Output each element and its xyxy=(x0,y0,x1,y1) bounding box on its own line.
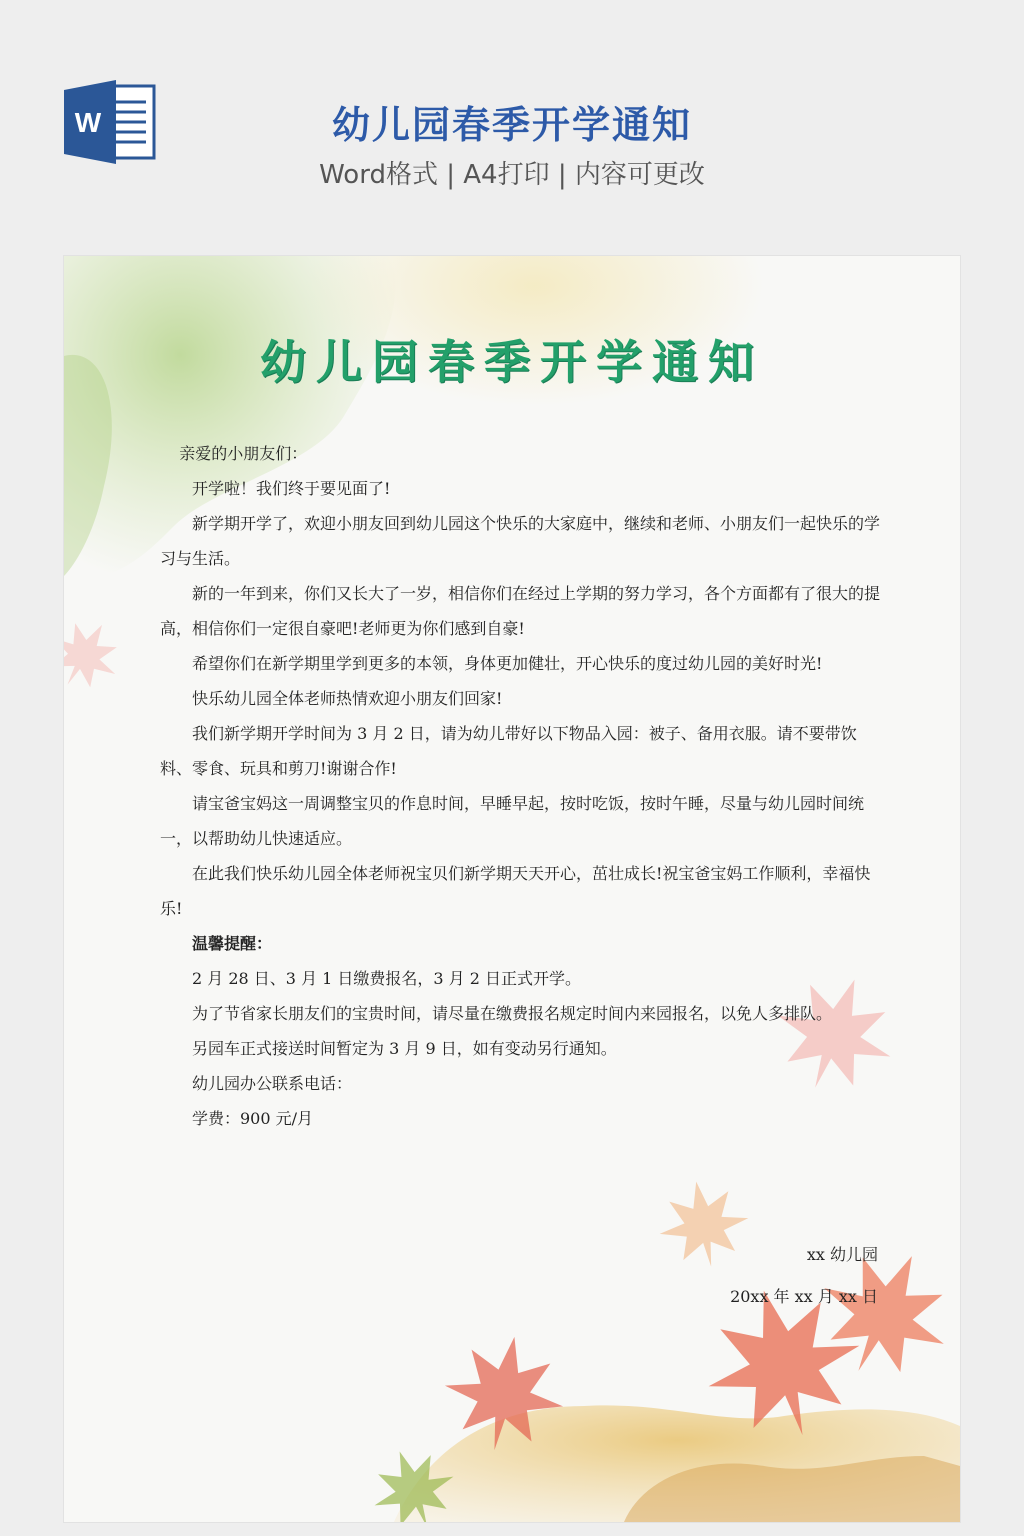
header xyxy=(0,0,1024,256)
paragraph: 新学期开学了，欢迎小朋友回到幼儿园这个快乐的大家庭中，继续和老师、小朋友们一起快乐的学习与生活。 xyxy=(160,514,881,568)
paragraph: 在此我们快乐幼儿园全体老师祝宝贝们新学期天天开心，茁壮成长!祝宝爸宝妈工作顺利，幸福快乐! xyxy=(160,864,871,918)
paragraph: 学费：900 元/月 xyxy=(192,1109,314,1128)
document-title: 幼儿园春季开学通知 xyxy=(260,335,764,389)
paragraph: 希望你们在新学期里学到更多的本领，身体更加健壮，开心快乐的度过幼儿园的美好时光! xyxy=(192,654,823,673)
paragraph: 我们新学期开学时间为 3 月 2 日，请为幼儿带好以下物品入园：被子、备用衣服。请不要带饮料、零食、玩具和剪刀!谢谢合作! xyxy=(160,724,857,778)
header-subtitle: Word格式 | A4打印 | 内容可更改 xyxy=(319,160,705,190)
paragraph: 请宝爸宝妈这一周调整宝贝的作息时间，早睡早起，按时吃饭，按时午睡，尽量与幼儿园时间统一，以帮助幼儿快速适应。 xyxy=(160,794,865,848)
document-page xyxy=(64,256,960,1522)
date: 20xx 年 xx 月 xx 日 xyxy=(730,1287,878,1306)
paragraph: 另园车正式接送时间暂定为 3 月 9 日，如有变动另行通知。 xyxy=(192,1039,617,1058)
paragraph: 新的一年到来，你们又长大了一岁，相信你们在经过上学期的努力学习，各个方面都有了很大的提高，相信你们一定很自豪吧!老师更为你们感到自豪! xyxy=(160,584,881,638)
paragraph: 幼儿园办公联系电话： xyxy=(192,1074,353,1093)
paragraph: 为了节省家长朋友们的宝贵时间，请尽量在缴费报名规定时间内来园报名，以免人多排队。 xyxy=(192,1004,833,1023)
signature: xx 幼儿园 xyxy=(806,1245,878,1264)
reminder-heading: 温馨提醒： xyxy=(192,934,273,953)
paragraph: 快乐幼儿园全体老师热情欢迎小朋友们回家! xyxy=(192,689,503,708)
svg-text:W: W xyxy=(74,107,102,138)
header-title: 幼儿园春季开学通知 xyxy=(331,103,692,147)
paragraph: 2 月 28 日、3 月 1 日缴费报名，3 月 2 日正式开学。 xyxy=(192,969,582,988)
signature-block xyxy=(730,1234,878,1318)
paragraph: 亲爱的小朋友们： xyxy=(179,444,308,463)
document-body xyxy=(160,436,880,1136)
paragraph: 开学啦！我们终于要见面了! xyxy=(192,479,391,498)
